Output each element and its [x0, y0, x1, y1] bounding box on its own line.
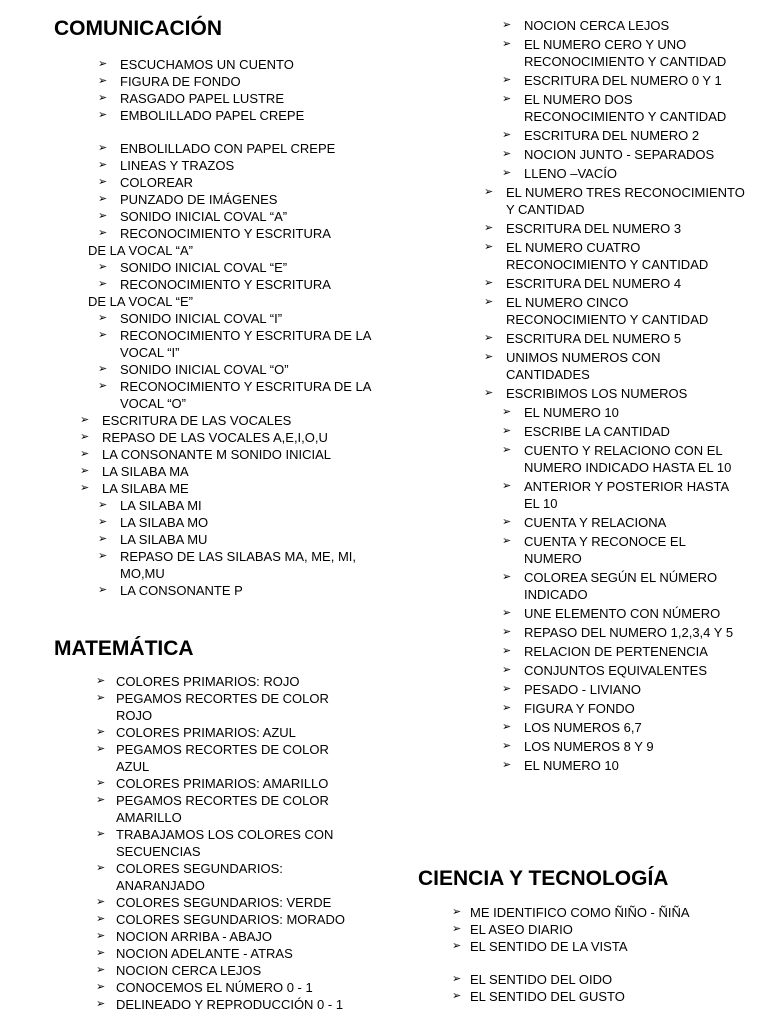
- list-item-text: RECONOCIMIENTO Y ESCRITURA: [120, 277, 331, 292]
- list-item: [80, 514, 380, 531]
- bullet-arrow-icon: ➢: [96, 726, 106, 738]
- bullet-arrow-icon: ➢: [98, 329, 108, 341]
- bullet-arrow-icon: ➢: [98, 499, 108, 511]
- list-item: [484, 569, 746, 603]
- list-item: [484, 757, 746, 774]
- list-item-text: COLORES PRIMARIOS: AZUL: [116, 725, 296, 740]
- list-item: [484, 220, 746, 237]
- bullet-arrow-icon: ➢: [98, 533, 108, 545]
- list-item-text: COLORES SEGUNDARIOS: ANARANJADO: [116, 861, 283, 893]
- list-item-text: RASGADO PAPEL LUSTRE: [120, 91, 284, 106]
- bullet-arrow-icon: ➢: [502, 167, 512, 179]
- list-item-text: ESCUCHAMOS UN CUENTO: [120, 57, 294, 72]
- list-item-text: DE LA VOCAL “E”: [88, 294, 193, 309]
- list-item: [80, 157, 380, 174]
- list-item: [80, 446, 380, 463]
- list-item-text: ESCRITURA DEL NUMERO 4: [506, 276, 682, 291]
- list-item-text: REPASO DEL NUMERO 1,2,3,4 Y 5: [524, 625, 734, 640]
- bullet-arrow-icon: ➢: [502, 425, 512, 437]
- list-item-text: ENBOLILLADO CON PAPEL CREPE: [120, 141, 336, 156]
- list-item-text: PEGAMOS RECORTES DE COLOR AMARILLO: [116, 793, 329, 825]
- list-item-text: LA CONSONANTE P: [120, 583, 243, 598]
- list-item: [484, 442, 746, 476]
- bullet-arrow-icon: ➢: [98, 58, 108, 70]
- section-title-ciencia: CIENCIA Y TECNOLOGÍA: [418, 867, 669, 890]
- list-item: [80, 107, 380, 124]
- list-item: [80, 548, 380, 582]
- list-item: [452, 921, 742, 938]
- list-item-text: EL NUMERO CERO Y UNO RECONOCIMIENTO Y CANTIDAD: [524, 37, 727, 69]
- list-item: [484, 239, 746, 273]
- list-item-text: ESCRITURA DE LAS VOCALES: [102, 413, 292, 428]
- bullet-arrow-icon: ➢: [502, 626, 512, 638]
- bullet-arrow-icon: ➢: [80, 414, 90, 426]
- bullet-arrow-icon: ➢: [98, 312, 108, 324]
- list-item-text: COLORES SEGUNDARIOS: MORADO: [116, 912, 345, 927]
- bullet-arrow-icon: ➢: [96, 828, 106, 840]
- list-item: [484, 146, 746, 163]
- list-item: [484, 385, 746, 402]
- bullet-arrow-icon: ➢: [502, 571, 512, 583]
- list-item: [96, 894, 356, 911]
- bullet-arrow-icon: ➢: [96, 981, 106, 993]
- list-item: [484, 738, 746, 755]
- list-item-text: RELACION DE PERTENENCIA: [524, 644, 708, 659]
- list-item-text: NOCION ARRIBA - ABAJO: [116, 929, 273, 944]
- bullet-arrow-icon: ➢: [502, 480, 512, 492]
- list-item: [484, 605, 746, 622]
- list-item: [452, 938, 742, 955]
- list-item-text: EL NUMERO CINCO RECONOCIMIENTO Y CANTIDAD: [506, 295, 709, 327]
- bullet-arrow-icon: ➢: [502, 664, 512, 676]
- bullet-arrow-icon: ➢: [98, 516, 108, 528]
- list-item: [96, 690, 356, 724]
- list-item-text: ESCRITURA DEL NUMERO 3: [506, 221, 682, 236]
- list-item-text: ESCRITURA DEL NUMERO 2: [524, 128, 700, 143]
- bullet-arrow-icon: ➢: [452, 940, 462, 952]
- list-item: [484, 294, 746, 328]
- list-item-text: SONIDO INICIAL COVAL “I”: [120, 311, 283, 326]
- list-item: [484, 700, 746, 717]
- bullet-arrow-icon: ➢: [484, 186, 494, 198]
- bullet-arrow-icon: ➢: [484, 277, 494, 289]
- list-item: [80, 531, 380, 548]
- list-item-text: COLOREA SEGÚN EL NÚMERO INDICADO: [524, 570, 718, 602]
- bullet-arrow-icon: ➢: [502, 148, 512, 160]
- list-item: [484, 624, 746, 641]
- list-item: [96, 996, 356, 1013]
- list-item-text: LA SILABA ME: [102, 481, 189, 496]
- bullet-arrow-icon: ➢: [98, 193, 108, 205]
- list-item: [484, 91, 746, 125]
- list-item: [80, 327, 380, 361]
- list-item-text: CUENTA Y RECONOCE EL NUMERO: [524, 534, 686, 566]
- list-item-text: CUENTA Y RELACIONA: [524, 515, 667, 530]
- list-item-text: EL NUMERO TRES RECONOCIMIENTO Y CANTIDAD: [506, 185, 745, 217]
- bullet-arrow-icon: ➢: [484, 387, 494, 399]
- list-item-text: FIGURA DE FONDO: [120, 74, 241, 89]
- list-item: [484, 17, 746, 34]
- bullet-arrow-icon: ➢: [98, 363, 108, 375]
- bullet-arrow-icon: ➢: [98, 75, 108, 87]
- list-item-text: COLORES SEGUNDARIOS: VERDE: [116, 895, 332, 910]
- list-item-text: SONIDO INICIAL COVAL “E”: [120, 260, 288, 275]
- list-item: [96, 911, 356, 928]
- list-item-text: COLORES PRIMARIOS: AMARILLO: [116, 776, 329, 791]
- list-item-text: COLOREAR: [120, 175, 193, 190]
- bullet-arrow-icon: ➢: [96, 947, 106, 959]
- list-item-text: EL NUMERO 10: [524, 405, 619, 420]
- bullet-arrow-icon: ➢: [452, 973, 462, 985]
- bullet-arrow-icon: ➢: [96, 896, 106, 908]
- list-item-text: FIGURA Y FONDO: [524, 701, 635, 716]
- list-item: [80, 429, 380, 446]
- bullet-arrow-icon: ➢: [96, 930, 106, 942]
- list-item-text: PEGAMOS RECORTES DE COLOR ROJO: [116, 691, 329, 723]
- list-item: [96, 945, 356, 962]
- list-item: [80, 310, 380, 327]
- list-item: [80, 293, 380, 310]
- list-item: [96, 775, 356, 792]
- matematica-list: [96, 673, 356, 1013]
- list-item: [80, 140, 380, 157]
- bullet-arrow-icon: ➢: [98, 159, 108, 171]
- list-item-text: ESCRITURA DEL NUMERO 0 Y 1: [524, 73, 722, 88]
- list-item: [80, 480, 380, 497]
- bullet-arrow-icon: ➢: [80, 431, 90, 443]
- list-item: [484, 681, 746, 698]
- list-item-text: ME IDENTIFICO COMO ÑIÑO - ÑIÑA: [470, 905, 690, 920]
- list-item: [484, 275, 746, 292]
- list-item-text: RECONOCIMIENTO Y ESCRITURA DE LA VOCAL “I”: [120, 328, 371, 360]
- bullet-arrow-icon: ➢: [502, 721, 512, 733]
- list-item-text: ANTERIOR Y POSTERIOR HASTA EL 10: [524, 479, 729, 511]
- bullet-arrow-icon: ➢: [484, 241, 494, 253]
- list-item-text: NOCION CERCA LEJOS: [116, 963, 262, 978]
- bullet-arrow-icon: ➢: [502, 740, 512, 752]
- bullet-arrow-icon: ➢: [502, 759, 512, 771]
- list-item-text: PEGAMOS RECORTES DE COLOR AZUL: [116, 742, 329, 774]
- bullet-arrow-icon: ➢: [98, 142, 108, 154]
- bullet-arrow-icon: ➢: [96, 794, 106, 806]
- bullet-arrow-icon: ➢: [98, 550, 108, 562]
- bullet-arrow-icon: ➢: [80, 448, 90, 460]
- bullet-arrow-icon: ➢: [484, 222, 494, 234]
- list-item-text: EL ASEO DIARIO: [470, 922, 573, 937]
- list-item: [484, 184, 746, 218]
- list-item-text: SONIDO INICIAL COVAL “O”: [120, 362, 289, 377]
- list-item-text: ESCRIBIMOS LOS NUMEROS: [506, 386, 688, 401]
- list-item: [96, 962, 356, 979]
- bullet-arrow-icon: ➢: [502, 683, 512, 695]
- list-item: [96, 979, 356, 996]
- bullet-arrow-icon: ➢: [96, 675, 106, 687]
- list-item-text: LA CONSONANTE M SONIDO INICIAL: [102, 447, 331, 462]
- list-item-text: ESCRITURA DEL NUMERO 5: [506, 331, 682, 346]
- list-item-text: RECONOCIMIENTO Y ESCRITURA: [120, 226, 331, 241]
- list-item: [80, 378, 380, 412]
- bullet-arrow-icon: ➢: [98, 227, 108, 239]
- bullet-arrow-icon: ➢: [80, 465, 90, 477]
- bullet-arrow-icon: ➢: [502, 93, 512, 105]
- bullet-arrow-icon: ➢: [96, 777, 106, 789]
- bullet-arrow-icon: ➢: [96, 692, 106, 704]
- bullet-arrow-icon: ➢: [80, 482, 90, 494]
- list-item: [484, 127, 746, 144]
- list-item-text: COLORES PRIMARIOS: ROJO: [116, 674, 300, 689]
- list-item: [484, 36, 746, 70]
- list-item: [80, 73, 380, 90]
- bullet-arrow-icon: ➢: [96, 913, 106, 925]
- list-item-text: TRABAJAMOS LOS COLORES CON SECUENCIAS: [116, 827, 334, 859]
- spacer: [452, 955, 742, 971]
- bullet-arrow-icon: ➢: [484, 332, 494, 344]
- list-item: [484, 719, 746, 736]
- list-item: [96, 724, 356, 741]
- list-item: [80, 208, 380, 225]
- bullet-arrow-icon: ➢: [96, 862, 106, 874]
- list-item-text: LA SILABA MO: [120, 515, 209, 530]
- bullet-arrow-icon: ➢: [98, 380, 108, 392]
- list-item: [452, 904, 742, 921]
- list-item: [80, 56, 380, 73]
- bullet-arrow-icon: ➢: [502, 702, 512, 714]
- list-item: [96, 673, 356, 690]
- list-item: [80, 225, 380, 242]
- list-item-text: DE LA VOCAL “A”: [88, 243, 193, 258]
- list-item-text: RECONOCIMIENTO Y ESCRITURA DE LA VOCAL “O”: [120, 379, 371, 411]
- list-item-text: CONOCEMOS EL NÚMERO 0 - 1: [116, 980, 313, 995]
- section-title-matematica: MATEMÁTICA: [54, 637, 194, 660]
- list-item: [452, 988, 742, 1005]
- list-item: [80, 191, 380, 208]
- bullet-arrow-icon: ➢: [484, 351, 494, 363]
- list-item: [80, 463, 380, 480]
- list-item-text: PESADO - LIVIANO: [524, 682, 642, 697]
- list-item: [96, 792, 356, 826]
- list-item: [484, 643, 746, 660]
- bullet-arrow-icon: ➢: [502, 74, 512, 86]
- list-item: [484, 330, 746, 347]
- bullet-arrow-icon: ➢: [484, 296, 494, 308]
- list-item: [96, 860, 356, 894]
- list-item: [80, 412, 380, 429]
- list-item: [484, 165, 746, 182]
- bullet-arrow-icon: ➢: [96, 743, 106, 755]
- list-item-text: LOS NUMEROS 6,7: [524, 720, 642, 735]
- list-item: [80, 361, 380, 378]
- bullet-arrow-icon: ➢: [502, 38, 512, 50]
- list-item: [484, 533, 746, 567]
- bullet-arrow-icon: ➢: [98, 176, 108, 188]
- list-item: [80, 276, 380, 293]
- bullet-arrow-icon: ➢: [98, 92, 108, 104]
- list-item-text: REPASO DE LAS VOCALES A,E,I,O,U: [102, 430, 328, 445]
- list-item-text: EL NUMERO 10: [524, 758, 619, 773]
- list-item-text: SONIDO INICIAL COVAL “A”: [120, 209, 288, 224]
- bullet-arrow-icon: ➢: [502, 607, 512, 619]
- list-item: [484, 404, 746, 421]
- bullet-arrow-icon: ➢: [502, 444, 512, 456]
- list-item: [80, 259, 380, 276]
- bullet-arrow-icon: ➢: [96, 998, 106, 1010]
- list-item-text: REPASO DE LAS SILABAS MA, ME, MI, MO,MU: [120, 549, 356, 581]
- ciencia-list: [452, 904, 742, 1005]
- list-item: [80, 582, 380, 599]
- list-item: [96, 826, 356, 860]
- spacer: [80, 124, 380, 140]
- bullet-arrow-icon: ➢: [452, 923, 462, 935]
- list-item-text: NOCION JUNTO - SEPARADOS: [524, 147, 715, 162]
- list-item: [484, 72, 746, 89]
- list-item-text: PUNZADO DE IMÁGENES: [120, 192, 278, 207]
- list-item-text: LINEAS Y TRAZOS: [120, 158, 235, 173]
- bullet-arrow-icon: ➢: [98, 261, 108, 273]
- list-item-text: DELINEADO Y REPRODUCCIÓN 0 - 1: [116, 997, 344, 1012]
- list-item-text: EL SENTIDO DE LA VISTA: [470, 939, 628, 954]
- list-item-text: LA SILABA MI: [120, 498, 202, 513]
- bullet-arrow-icon: ➢: [502, 19, 512, 31]
- bullet-arrow-icon: ➢: [98, 278, 108, 290]
- list-item-text: LLENO –VACÍO: [524, 166, 617, 181]
- list-item: [484, 423, 746, 440]
- list-item: [484, 662, 746, 679]
- list-item-text: LOS NUMEROS 8 Y 9: [524, 739, 654, 754]
- list-item: [452, 971, 742, 988]
- list-item-text: CUENTO Y RELACIONO CON EL NUMERO INDICADO HASTA EL 10: [524, 443, 732, 475]
- list-item-text: LA SILABA MU: [120, 532, 208, 547]
- bullet-arrow-icon: ➢: [98, 109, 108, 121]
- comunicacion-list: [80, 56, 380, 599]
- list-item: [80, 90, 380, 107]
- bullet-arrow-icon: ➢: [502, 516, 512, 528]
- bullet-arrow-icon: ➢: [502, 406, 512, 418]
- list-item-text: CONJUNTOS EQUIVALENTES: [524, 663, 707, 678]
- list-item: [484, 349, 746, 383]
- bullet-arrow-icon: ➢: [98, 210, 108, 222]
- list-item: [80, 242, 380, 259]
- matematica-continued-list: [484, 17, 746, 776]
- bullet-arrow-icon: ➢: [96, 964, 106, 976]
- list-item-text: NOCION ADELANTE - ATRAS: [116, 946, 293, 961]
- section-title-comunicacion: COMUNICACIÓN: [54, 17, 222, 40]
- bullet-arrow-icon: ➢: [452, 906, 462, 918]
- list-item-text: EL NUMERO DOS RECONOCIMIENTO Y CANTIDAD: [524, 92, 727, 124]
- list-item-text: EMBOLILLADO PAPEL CREPE: [120, 108, 305, 123]
- list-item: [484, 478, 746, 512]
- list-item: [484, 514, 746, 531]
- bullet-arrow-icon: ➢: [452, 990, 462, 1002]
- list-item-text: NOCION CERCA LEJOS: [524, 18, 670, 33]
- list-item-text: UNIMOS NUMEROS CON CANTIDADES: [506, 350, 661, 382]
- list-item-text: UNE ELEMENTO CON NÚMERO: [524, 606, 721, 621]
- list-item-text: EL NUMERO CUATRO RECONOCIMIENTO Y CANTIDAD: [506, 240, 709, 272]
- list-item-text: LA SILABA MA: [102, 464, 189, 479]
- list-item: [96, 741, 356, 775]
- bullet-arrow-icon: ➢: [502, 129, 512, 141]
- list-item-text: ESCRIBE LA CANTIDAD: [524, 424, 670, 439]
- bullet-arrow-icon: ➢: [502, 535, 512, 547]
- list-item-text: EL SENTIDO DEL GUSTO: [470, 989, 625, 1004]
- bullet-arrow-icon: ➢: [98, 584, 108, 596]
- list-item: [80, 174, 380, 191]
- list-item: [80, 497, 380, 514]
- list-item-text: EL SENTIDO DEL OIDO: [470, 972, 613, 987]
- list-item: [96, 928, 356, 945]
- bullet-arrow-icon: ➢: [502, 645, 512, 657]
